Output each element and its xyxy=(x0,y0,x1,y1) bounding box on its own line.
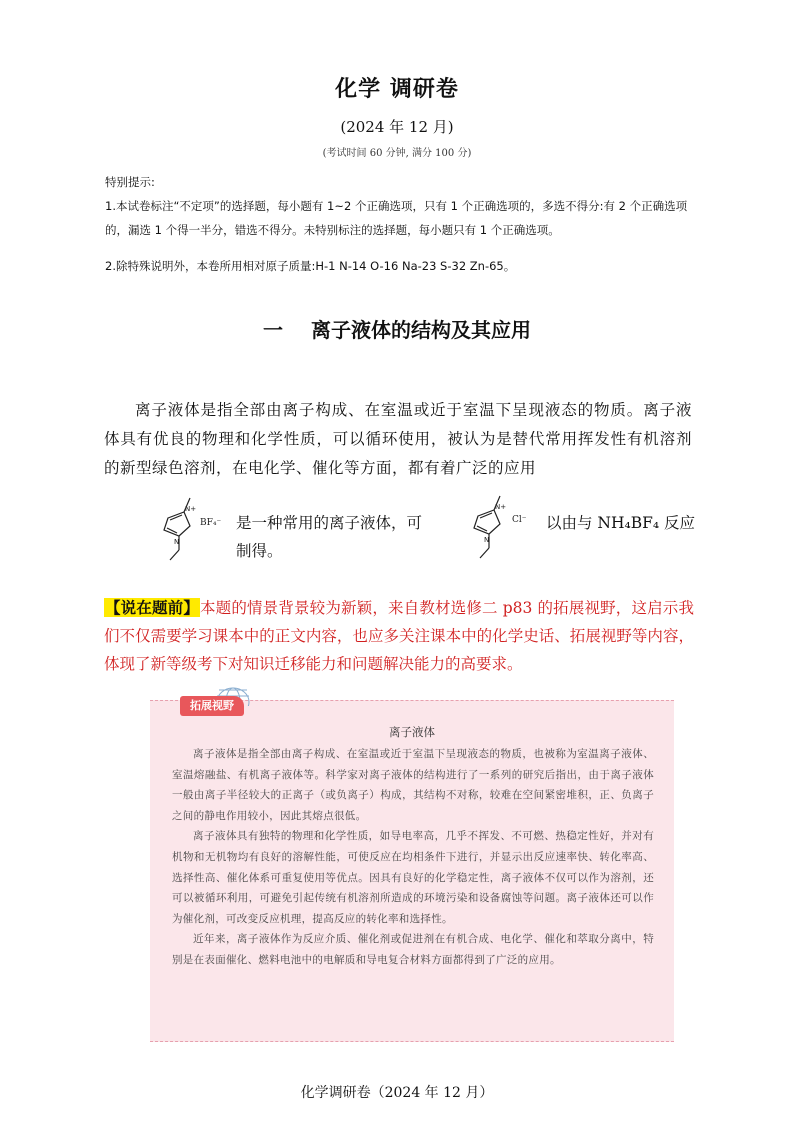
excerpt-paragraph: 近年来，离子液体作为反应介质、催化剂或促进剂在有机合成、电化学、催化和萃取分离中，特别是在表面催化、燃料电池中的电解质和导电复合材料方面都得到了广泛的应用。 xyxy=(172,933,654,966)
svg-text:N: N xyxy=(174,538,180,546)
page-footer: 化学调研卷（2024 年 12 月） xyxy=(300,1085,494,1101)
section-title: 离子液体的结构及其应用 xyxy=(311,318,531,342)
section-number: 一 xyxy=(263,318,283,342)
excerpt-paragraph: 离子液体是指全部由离子构成、在室温或近于室温下呈现液态的物质，也被称为室温离子液体、室温熔融盐、有机离子液体等。科学家对离子液体的结构进行了一系列的研究后指出，由于离子液体一般由离子半径较大的正离子（或负离子）构成，其结构不对称，较难在空间紧密堆积，正、负离子之间的静电作用较小，因此其熔点很低。 xyxy=(172,748,654,822)
pre-question-note xyxy=(104,594,694,678)
exam-date: (2024 年 12 月) xyxy=(340,118,454,136)
reaction-text-3: 制得。 xyxy=(236,542,283,560)
excerpt-paragraph: 离子液体具有独特的物理和化学性质，如导电率高，几乎不挥发、不可燃、热稳定性好，并对有机物和无机物均有良好的溶解性能，可使反应在均相条件下进行，并显示出反应速率快、转化率高、选择性高、催化体系可重复使用等优点。因具有良好的化学稳定性，离子液体不仅可以作为溶剂，还可以被循环利用，可避免引起传统有机溶剂所造成的环境污染和设备腐蚀等问题。离子液体还可以作为催化剂，可改变反应机理，提高反应的转化率和选择性。 xyxy=(172,830,654,925)
tip-item-2: 2.除特殊说明外，本卷所用相对原子质量:H-1 N-14 O-16 Na-23 S-32 Zn-65。 xyxy=(105,259,516,273)
intro-paragraph: 离子液体是指全部由离子构成、在室温或近于室温下呈现液态的物质。离子液体具有优良的物理和化学性质，可以循环使用，被认为是替代常用挥发性有机溶剂的新型绿色溶剂，在电化学、催化等方面，都有着广泛的应用 xyxy=(104,401,692,477)
svg-text:N+: N+ xyxy=(185,505,197,513)
anion-bf4-label: BF₄⁻ xyxy=(200,518,222,528)
anion-cl-label: Cl⁻ xyxy=(512,515,527,525)
page-title: 化学 调研卷 xyxy=(335,77,459,102)
reaction-text-2: 以由与 NH₄BF₄ 反应 xyxy=(546,514,696,532)
imidazolium-bf4-structure xyxy=(146,494,226,568)
note-tag: 【说在题前】 xyxy=(105,598,199,617)
excerpt-title: 离子液体 xyxy=(389,725,435,739)
extension-badge: 拓展视野 xyxy=(180,696,244,716)
svg-text:N+: N+ xyxy=(495,503,507,511)
reaction-text-1: 是一种常用的离子液体，可 xyxy=(236,514,423,532)
imidazolium-cl-structure xyxy=(456,490,540,568)
svg-text:N: N xyxy=(484,536,490,544)
excerpt-body xyxy=(172,744,654,971)
exam-duration: (考试时间 60 分钟, 满分 100 分) xyxy=(322,148,472,159)
note-text: 本题的情景背景较为新颖，来自教材选修二 p83 的拓展视野，这启示我们不仅需要学习课本中的正文内容，也应多关注课本中的化学史话、拓展视野等内容，体现了新等级考下对知识迁移能力和问题解决能力的高要求。 xyxy=(104,599,694,673)
tips-heading: 特别提示: xyxy=(105,175,155,189)
tip-item-1: 1.本试卷标注“不定项”的选择题，每小题有 1~2 个正确选项，只有 1 个正确选项的，多选不得分:有 2 个正确选项的，漏选 1 个得一半分，错选不得分。未特别标注的选择题，每小题只有 1 个正确选项。 xyxy=(105,199,688,237)
section-heading xyxy=(0,314,794,343)
